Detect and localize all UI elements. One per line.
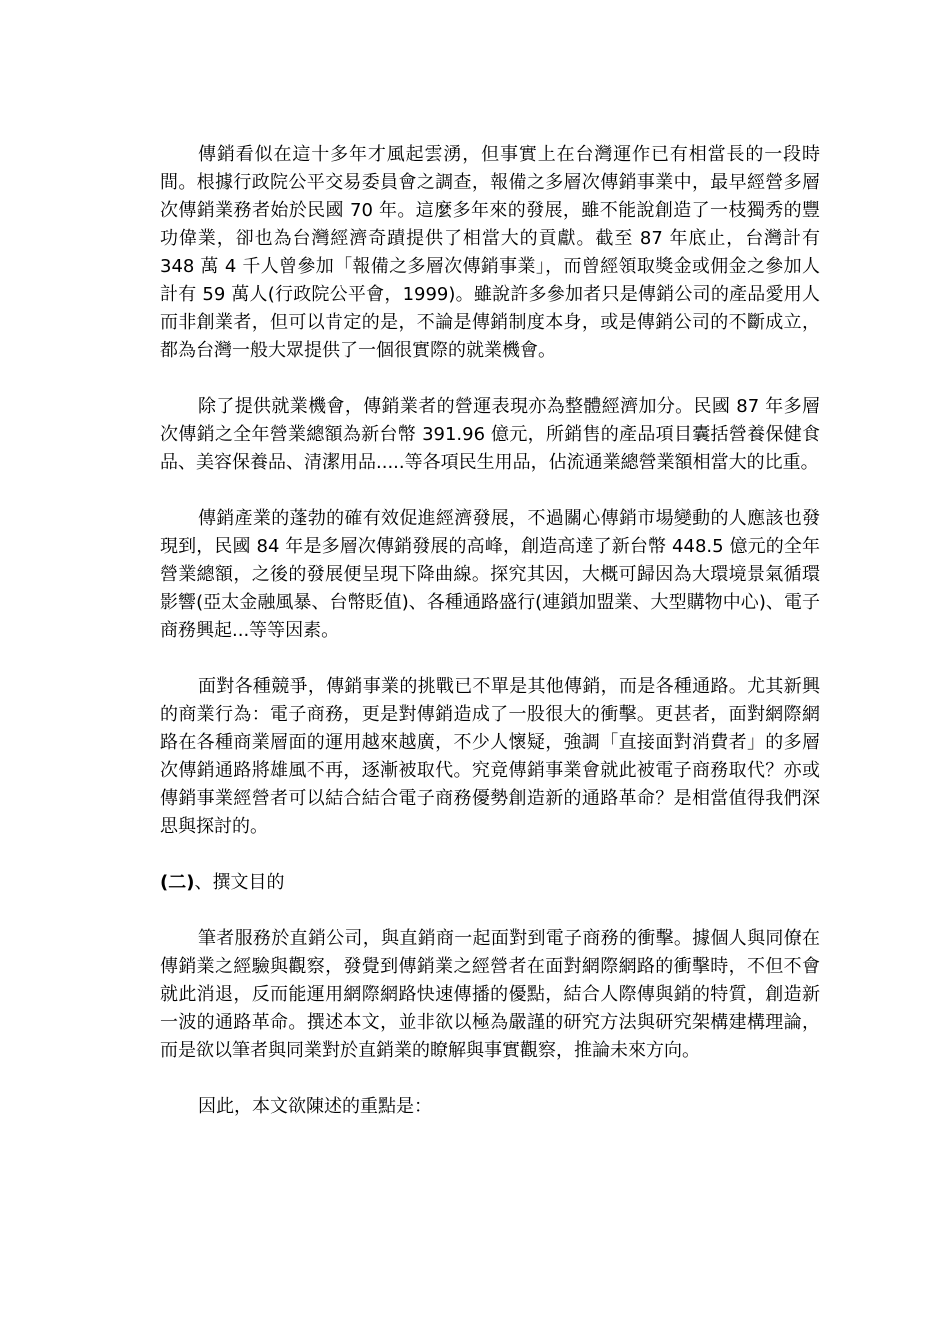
section-heading bbox=[160, 869, 820, 897]
section-heading-title: 、撰文目的 bbox=[194, 872, 285, 893]
document-body bbox=[160, 141, 820, 1149]
paragraph-background-history: 傳銷看似在這十多年才風起雲湧，但事實上在台灣運作已有相當長的一段時間。根據行政院公平交易委員會之調查，報備之多層次傳銷事業中，最早經營多層次傳銷業務者始於民國 70 年。這麼多年來的發展，雖不能說創造了一枝獨秀的豐功偉業，卻也為台灣經濟奇蹟提供了相當大的貢獻。截至 87 年底止，台灣計有 348 萬 4 千人曾參加「報備之多層次傳銷事業」，而曾經領取獎金或佣金之參加人計有 59 萬人(行政院公平會，1999)。雖說許多參加者只是傳銷公司的產品愛用人而非創業者，但可以肯定的是，不論是傳銷制度本身，或是傳銷公司的不斷成立，都為台灣一般大眾提供了一個很實際的就業機會。 bbox=[160, 144, 820, 361]
paragraph-purpose: 筆者服務於直銷公司，與直銷商一起面對到電子商務的衝擊。據個人與同僚在傳銷業之經驗與觀察，發覺到傳銷業之經營者在面對網際網路的衝擊時，不但不會就此消退，反而能運用網際網路快速傳播的優點，結合人際傳與銷的特質，創造新一波的通路革命。撰述本文，並非欲以極為嚴謹的研究方法與研究架構建構理論，而是欲以筆者與同業對於直銷業的瞭解與事實觀察，推論未來方向。 bbox=[160, 928, 820, 1061]
paragraph-economic-contribution: 除了提供就業機會，傳銷業者的營運表現亦為整體經濟加分。民國 87 年多層次傳銷之全年營業總額為新台幣 391.96 億元，所銷售的產品項目囊括營養保健食品、美容保養品、清潔用品.....等各項民生用品，佔流通業總營業額相當大的比重。 bbox=[160, 396, 820, 473]
paragraph-market-decline: 傳銷產業的蓬勃的確有效促進經濟發展，不過關心傳銷市場變動的人應該也發現到，民國 84 年是多層次傳銷發展的高峰，創造高達了新台幣 448.5 億元的全年營業總額，之後的發展便呈現下降曲線。探究其因，大概可歸因為大環境景氣循環影響(亞太金融風暴、台幣貶值)、各種通路盛行(連鎖加盟業、大型購物中心)、電子商務興起...等等因素。 bbox=[160, 508, 820, 641]
section-heading-number: (二) bbox=[160, 872, 195, 893]
paragraph-key-points-intro: 因此，本文欲陳述的重點是： bbox=[198, 1096, 432, 1117]
paragraph-ecommerce-challenge: 面對各種競爭，傳銷事業的挑戰已不單是其他傳銷，而是各種通路。尤其新興的商業行為：電子商務，更是對傳銷造成了一股很大的衝擊。更甚者，面對網際網路在各種商業層面的運用越來越廣，不少人懷疑，強調「直接面對消費者」的多層次傳銷通路將雄風不再，逐漸被取代。究竟傳銷事業會就此被電子商務取代？亦或傳銷事業經營者可以結合結合電子商務優勢創造新的通路革命？是相當值得我們深思與探討的。 bbox=[160, 676, 820, 837]
